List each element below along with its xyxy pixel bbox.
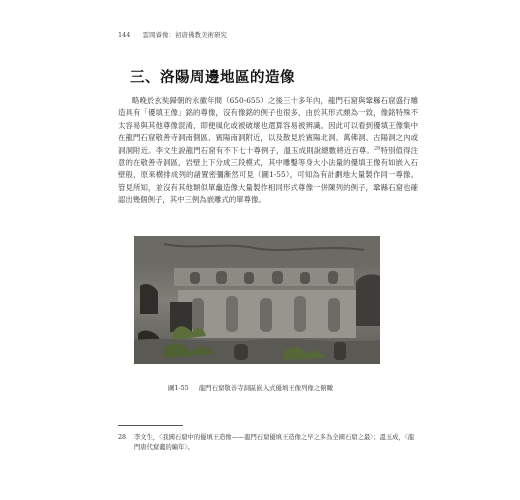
footnote-number: 28 bbox=[118, 434, 127, 441]
footnote-rule bbox=[118, 425, 183, 426]
cave-photo bbox=[134, 236, 380, 364]
footnote-reference[interactable]: 28 bbox=[373, 145, 381, 152]
figure-caption bbox=[168, 383, 333, 392]
figure-caption-text: 龍門石窟敬善寺洞區嵌入式優填王像列像之俯瞰 bbox=[198, 384, 333, 392]
footnote-text: 李文生，〈我國石窟中的優填王造像——龍門石窟優填王造像之早之多為全國石窟之最〉；溫玉成，〈龍門唐代窟龕的編年〉。 bbox=[134, 434, 415, 451]
running-title: 雲岡睿像：初唐佛教美術研究 bbox=[142, 31, 227, 39]
figure-number: 圖1-55 bbox=[168, 384, 189, 392]
body-paragraph bbox=[118, 95, 418, 207]
footnote bbox=[118, 433, 420, 453]
running-header bbox=[118, 30, 227, 39]
page-number: 144 bbox=[118, 31, 131, 39]
paragraph-main: 略晚於玄奘歸朝的永徽年間（650-655）之後三十多年內，龍門石窟與鞏縣石窟盛行雕造具有「優填王像」銘的尊像，沒有像銘的例子也很多，由於其形式頗為一致，像銘特殊不太容易與其他尊像混淆，即便風化或被破壞也還算容易被辨識。因此可以看到優填王像集中在龍門石窟敬善寺洞南側區、賓陽南洞附近，以及散見於賓陽北洞、萬佛洞、古陽洞之內或洞洞附近。李文生說龍門石窟有不下七十尊例子，溫玉成則說總數將近百尊。 bbox=[118, 96, 418, 155]
paragraph-continued: 特別值得注意的在敬善寺洞區，岩壁上下分成三段模式，其中雕鑿等身大小法量的優填王像有如嵌入石壁般，原來横排成列的諸置密彌漸然可見（圖1-55），可知為有計劃地大量製作同一尊像。管見所知，並沒有其他類似單龕造像大量製作相同形式尊像一併陳列的例子，鞏縣石窟也確認出幾個例子，其中三例為嵌雕式的單尊像。 bbox=[118, 145, 418, 205]
cave-photo-figure bbox=[134, 236, 380, 364]
section-title: 三、洛陽周邊地區的造像 bbox=[130, 69, 295, 86]
